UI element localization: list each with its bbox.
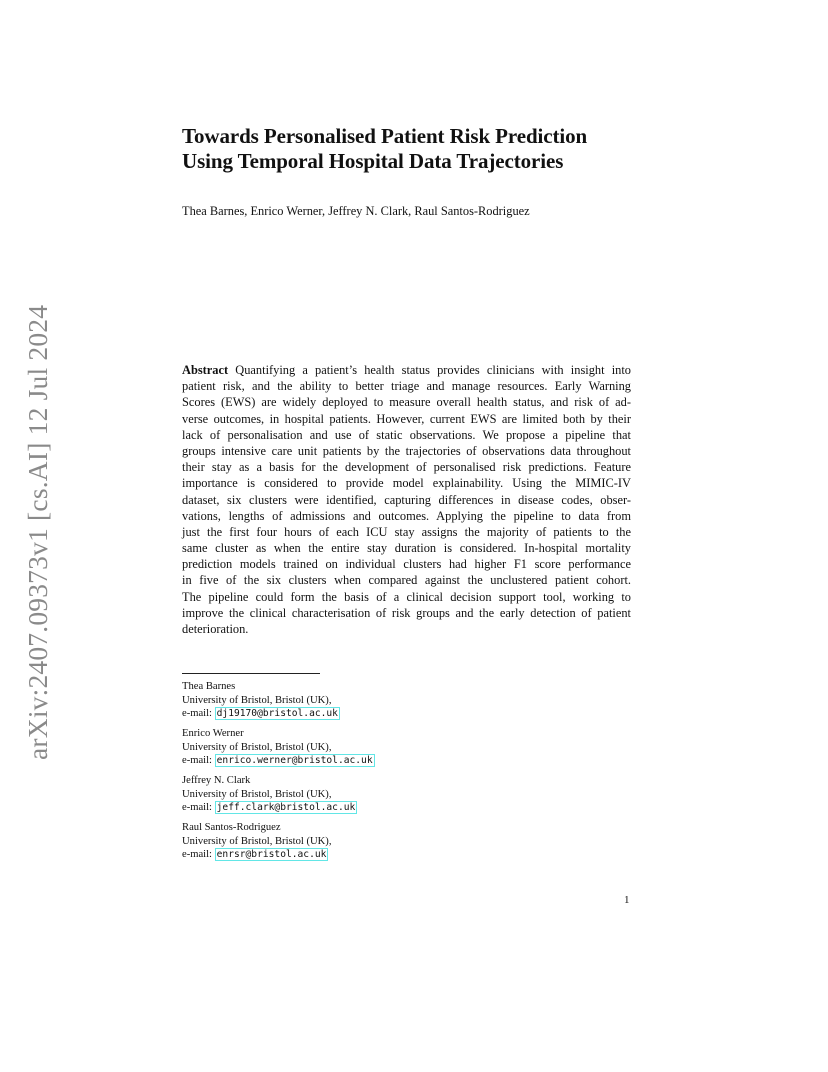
footnote-divider: [182, 673, 320, 674]
abstract-line: verse outcomes, in hospital patients. However, current EWS are limited both by their: [182, 411, 631, 426]
email-link[interactable]: enrsr@bristol.ac.uk: [216, 849, 327, 861]
affiliation-institution: University of Bristol, Bristol (UK),: [182, 694, 332, 706]
email-label: e-mail:: [182, 849, 215, 861]
affiliation-name: Raul Santos-Rodriguez: [182, 822, 281, 833]
affiliation-block: [182, 821, 482, 862]
abstract-line: just the first four hours of each ICU stay assigns the majority of patients to the: [182, 524, 631, 539]
affiliation-email-line: [182, 848, 482, 862]
abstract-line: dataset, six clusters were identified, capturing differences in disease codes, obser-: [182, 492, 631, 507]
email-label: e-mail:: [182, 802, 215, 814]
affiliation-name: Thea Barnes: [182, 681, 236, 692]
email-link[interactable]: jeff.clark@bristol.ac.uk: [216, 802, 356, 814]
email-link[interactable]: enrico.werner@bristol.ac.uk: [216, 755, 373, 767]
abstract-line: improve the clinical characterisation of risk groups and the early detection of patient: [182, 605, 631, 620]
abstract-line: prediction models trained on individual clusters had higher F1 score performance: [182, 557, 631, 572]
affiliation-institution: University of Bristol, Bristol (UK),: [182, 741, 332, 753]
email-link[interactable]: dj19170@bristol.ac.uk: [216, 708, 338, 720]
abstract-line: same cluster as when the entire stay duration is considered. In-hospital mortality: [182, 541, 631, 556]
affiliation-name: Jeffrey N. Clark: [182, 775, 251, 786]
arxiv-identifier-stamp: [18, 304, 58, 760]
abstract-line: [182, 362, 631, 378]
paper-title-line-2: Using Temporal Hospital Data Trajectories: [182, 149, 564, 173]
email-label: e-mail:: [182, 755, 215, 767]
affiliation-email-line: [182, 754, 482, 768]
abstract-line: Scores (EWS) are widely deployed to measure overall health status, and risk of ad-: [182, 395, 631, 410]
paper-title-line-1: Towards Personalised Patient Risk Prediction: [182, 124, 588, 148]
abstract-line: patient risk, and the ability to better triage and manage resources. Early Warning: [182, 379, 631, 394]
abstract-line: in five of the six clusters when compared against the unclustered patient cohort.: [182, 573, 631, 588]
abstract-block: [182, 362, 631, 637]
affiliation-institution: University of Bristol, Bristol (UK),: [182, 835, 332, 847]
abstract-line: groups intensive care unit patients by the trajectories of observations data throughout: [182, 443, 631, 458]
abstract-line: their stay as a basis for the development of personalised risk predictions. Feature: [182, 460, 631, 475]
affiliation-email-line: [182, 801, 482, 815]
affiliation-block: [182, 680, 482, 721]
affiliation-block: [182, 727, 482, 768]
abstract-first-line-text: Quantifying a patient’s health status provides clinicians with insight into: [228, 363, 631, 377]
page-number: 1: [624, 894, 630, 906]
abstract-line: importance is considered to provide model explainability. Using the MIMIC-IV: [182, 476, 631, 491]
paper-title: [182, 124, 652, 174]
abstract-label: Abstract: [182, 363, 229, 377]
email-label: e-mail:: [182, 708, 215, 720]
author-list: Thea Barnes, Enrico Werner, Jeffrey N. Clark, Raul Santos-Rodriguez: [182, 204, 530, 218]
abstract-line: lack of personalisation and use of static observations. We propose a pipeline that: [182, 427, 631, 442]
affiliation-block: [182, 774, 482, 815]
affiliation-institution: University of Bristol, Bristol (UK),: [182, 788, 332, 800]
abstract-line: vations, lengths of admissions and outcomes. Applying the pipeline to data from: [182, 508, 631, 523]
abstract-line: The pipeline could form the basis of a clinical decision support tool, working to: [182, 589, 631, 604]
affiliation-name: Enrico Werner: [182, 728, 244, 739]
arxiv-identifier-text: arXiv:2407.09373v1 [cs.AI] 12 Jul 2024: [22, 304, 53, 760]
affiliation-email-line: [182, 707, 482, 721]
abstract-line: deterioration.: [182, 622, 249, 636]
